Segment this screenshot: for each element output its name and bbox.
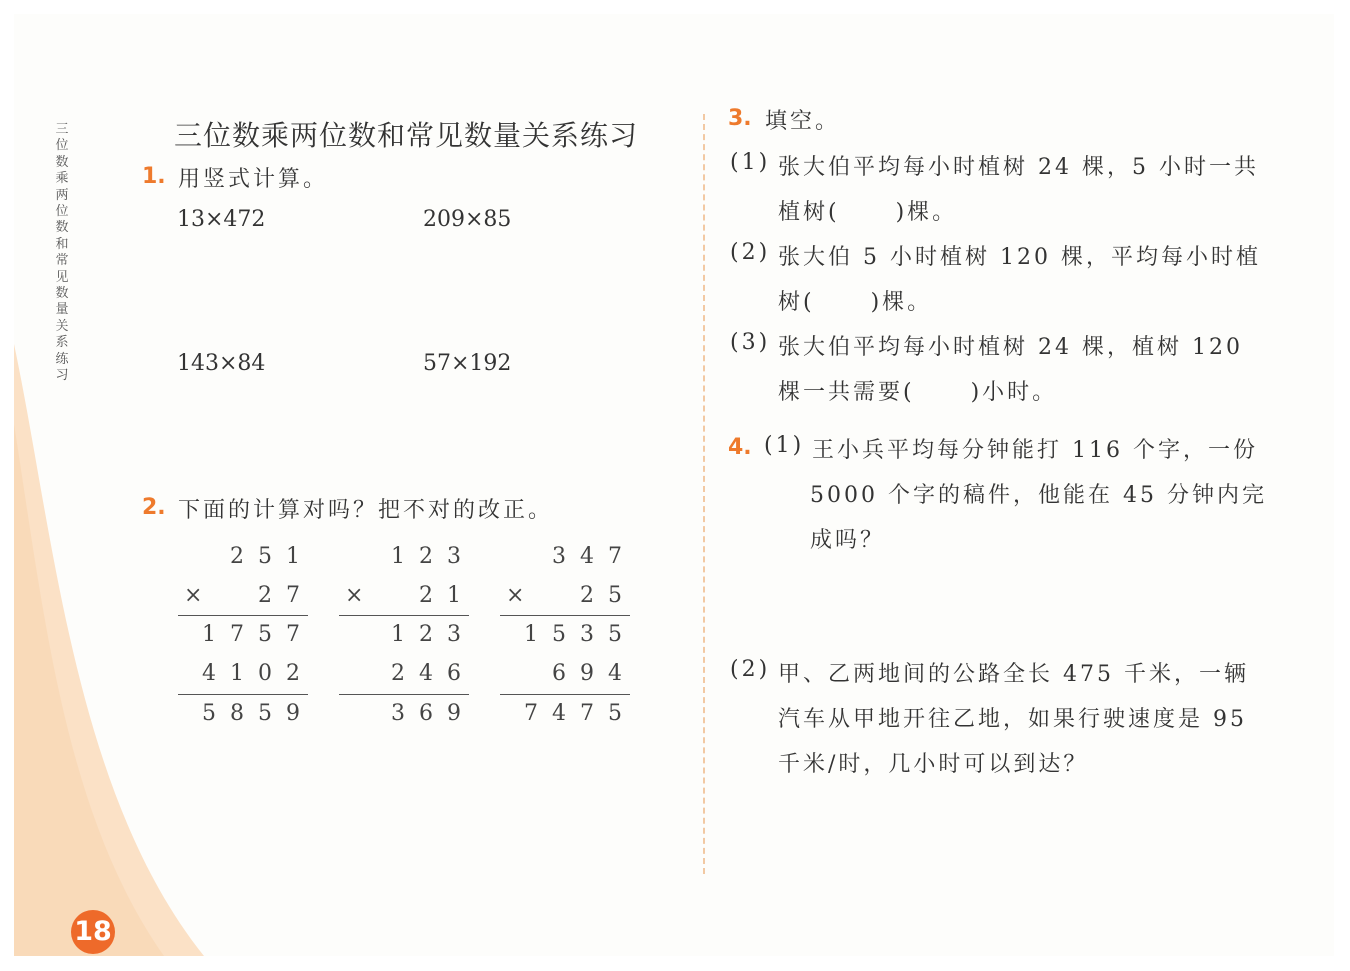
- column-divider: [703, 114, 705, 874]
- q1-expr-1: 13×472: [177, 207, 266, 232]
- calc-row-result: [500, 694, 636, 734]
- side-title-char: 两: [55, 187, 69, 203]
- page-number: 18: [71, 910, 115, 954]
- q1-expr-3: 143×84: [177, 351, 266, 376]
- side-title-char: 习: [55, 368, 69, 384]
- side-title-char: 数: [55, 286, 69, 302]
- q4-item-1-line2: 5000 个字的稿件，他能在 45 分钟内完: [810, 483, 1267, 508]
- calc-row-b: [500, 577, 636, 616]
- calc-digits-result: 5859: [202, 700, 314, 726]
- vertical-calc-2: [339, 538, 475, 733]
- multiply-sign: ×: [184, 582, 203, 608]
- q2-prompt: 下面的计算对吗？把不对的改正。: [178, 498, 554, 523]
- side-title-char: 数: [55, 220, 69, 236]
- calc-digits-a: 123: [391, 544, 475, 569]
- side-title-char: 位: [55, 138, 69, 154]
- calc-digits-result: 7475: [524, 700, 636, 726]
- q1-expr-2: 209×85: [423, 207, 512, 232]
- side-title-char: 量: [55, 302, 69, 318]
- q2-number: 2.: [142, 495, 166, 520]
- decorative-swoosh: [14, 14, 274, 956]
- q4-item-2-line3: 千米/时，几小时可以到达？: [778, 752, 1089, 777]
- q3-item-3-line1: 张大伯平均每小时植树 24 棵，植树 120: [778, 335, 1243, 360]
- multiply-sign: ×: [345, 582, 364, 608]
- calc-digits-b: 21: [419, 582, 475, 608]
- q1-expr-4: 57×192: [423, 351, 512, 376]
- q3-item-1-line2: 植树( )棵。: [778, 200, 958, 225]
- q1-prompt: 用竖式计算。: [178, 167, 329, 192]
- side-title-char: 数: [55, 154, 69, 170]
- side-title-char: 系: [55, 335, 69, 351]
- q4-number: 4.: [728, 435, 752, 460]
- calc-digits-p1: 123: [391, 622, 475, 648]
- q3-item-3-line2: 棵一共需要( )小时。: [778, 380, 1058, 405]
- calc-digits-result: 369: [391, 700, 475, 726]
- q3-item-2-line1: 张大伯 5 小时植树 120 棵，平均每小时植: [778, 245, 1261, 270]
- calc-row-result: [178, 694, 314, 734]
- calc-row-p1: [178, 615, 314, 655]
- calc-digits-p1: 1535: [524, 622, 636, 648]
- page-title: 三位数乘两位数和常见数量关系练习: [174, 119, 639, 152]
- q1-number: 1.: [142, 164, 166, 189]
- q4-item-2-line1: 甲、乙两地间的公路全长 475 千米，一辆: [778, 662, 1249, 687]
- calc-digits-b: 25: [580, 582, 636, 608]
- side-title: [54, 122, 70, 385]
- q3-prompt: 填空。: [765, 109, 841, 134]
- vertical-calc-1: [178, 538, 314, 733]
- q3-number: 3.: [728, 106, 752, 131]
- q3-item-1-line1: 张大伯平均每小时植树 24 棵，5 小时一共: [778, 155, 1259, 180]
- side-title-char: 常: [55, 253, 69, 269]
- q4-item-1-line3: 成吗？: [810, 528, 886, 553]
- multiply-sign: ×: [506, 582, 525, 608]
- calc-row-a: [178, 538, 314, 577]
- side-title-char: 练: [55, 351, 69, 367]
- calc-row-p1: [500, 615, 636, 655]
- q4-item-2-label: (2): [730, 657, 771, 682]
- side-title-char: 见: [55, 269, 69, 285]
- calc-row-p2: [500, 655, 636, 694]
- calc-digits-p1: 1757: [202, 622, 314, 648]
- q3-item-2-label: (2): [730, 240, 771, 265]
- calc-digits-p2: 694: [552, 661, 636, 687]
- calc-row-p2: [339, 655, 475, 694]
- q3-item-1-label: (1): [730, 150, 771, 175]
- q3-item-3-label: (3): [730, 330, 771, 355]
- calc-row-result: [339, 694, 475, 734]
- side-title-char: 和: [55, 236, 69, 252]
- q3-item-2-line2: 树( )棵。: [778, 290, 933, 315]
- side-title-char: 乘: [55, 171, 69, 187]
- calc-row-p2: [178, 655, 314, 694]
- workbook-page: [14, 14, 1334, 956]
- calc-digits-a: 347: [552, 544, 636, 569]
- q4-item-1-line1: 王小兵平均每分钟能打 116 个字，一份: [812, 438, 1258, 463]
- calc-row-p1: [339, 615, 475, 655]
- calc-digits-a: 251: [230, 544, 314, 569]
- q4-item-2-line2: 汽车从甲地开往乙地，如果行驶速度是 95: [778, 707, 1247, 732]
- q4-item-1-label: (1): [764, 433, 805, 458]
- calc-row-a: [339, 538, 475, 577]
- side-title-char: 位: [55, 204, 69, 220]
- vertical-calc-3: [500, 538, 636, 733]
- calc-row-a: [500, 538, 636, 577]
- calc-digits-p2: 4102: [202, 661, 314, 687]
- calc-row-b: [178, 577, 314, 616]
- calc-digits-b: 27: [258, 582, 314, 608]
- side-title-char: 三: [55, 122, 69, 137]
- calc-row-b: [339, 577, 475, 616]
- side-title-char: 关: [55, 318, 69, 334]
- calc-digits-p2: 246: [391, 661, 475, 687]
